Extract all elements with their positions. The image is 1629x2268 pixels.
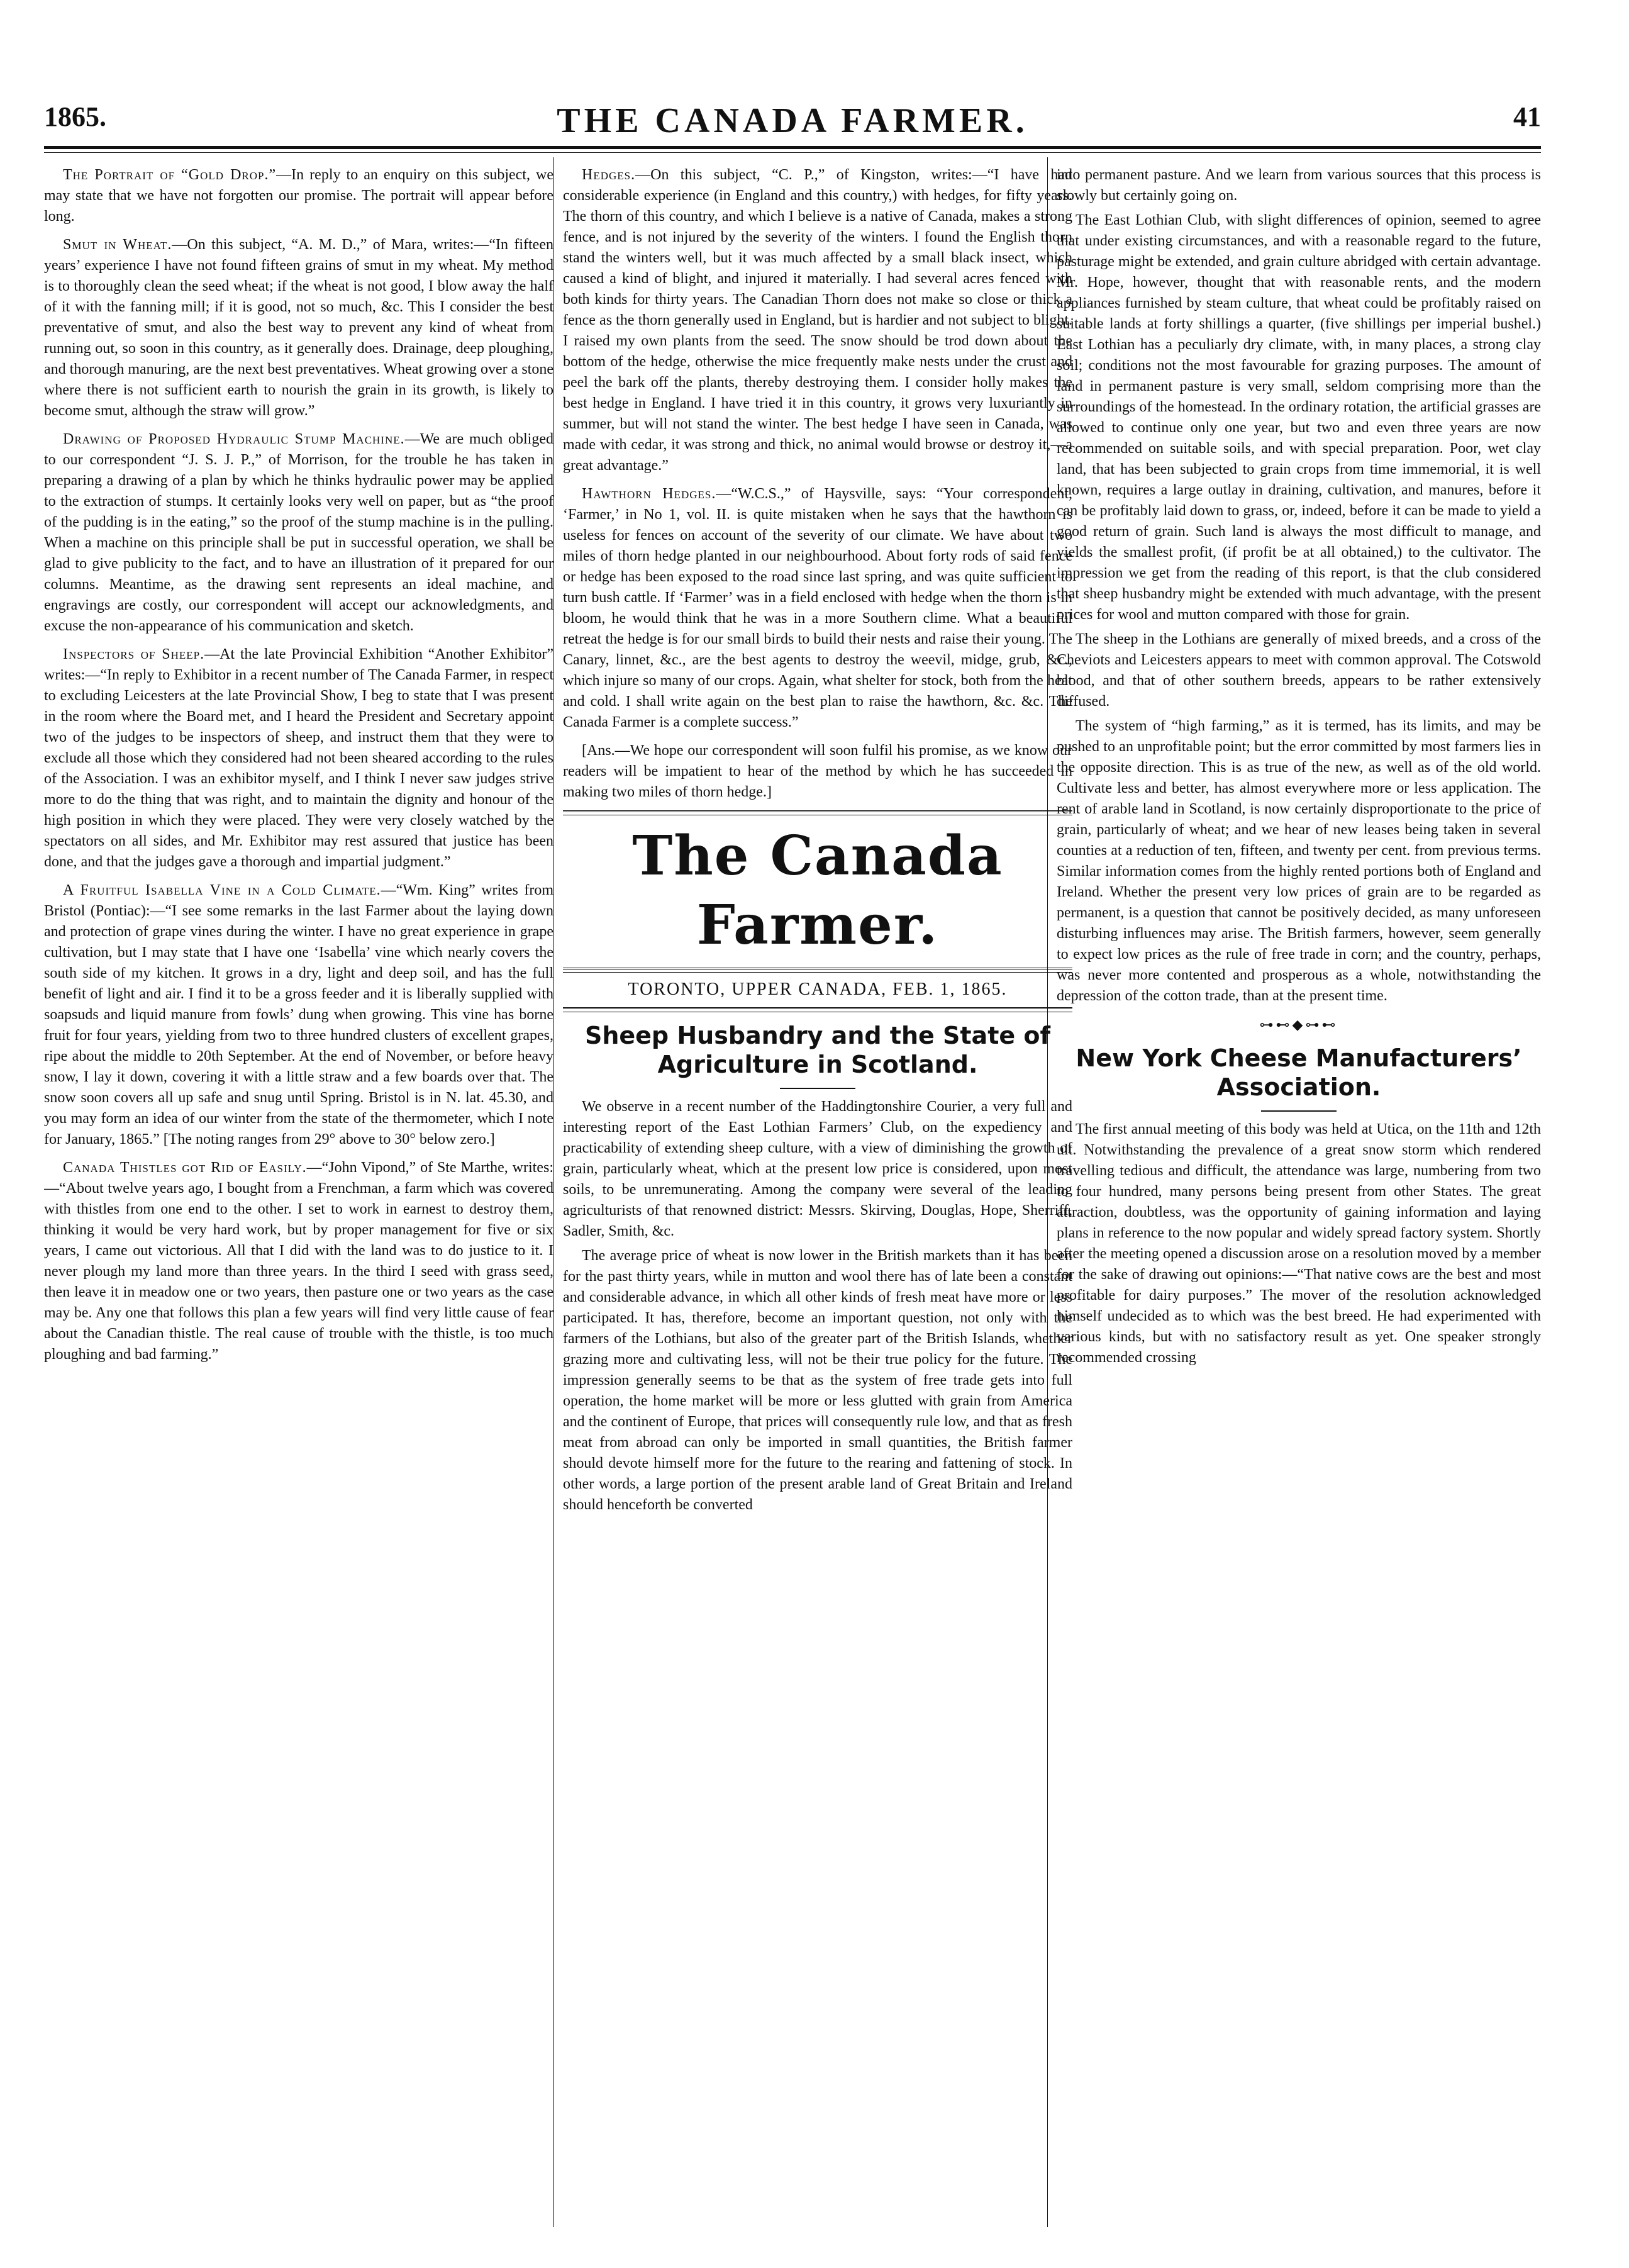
paragraph: into permanent pasture. And we learn from various sources that this process is slowly but certainly going on.	[1057, 167, 1541, 204]
ornament-divider: ⊶⊷◆⊶⊷	[1259, 1017, 1338, 1032]
masthead: The Canada Farmer.	[632, 824, 1003, 957]
article-head: A Fruitful Isabella Vine in a Cold Climate.	[63, 882, 381, 898]
article-head: Smut in Wheat.	[63, 237, 172, 253]
article-head: Drawing of Proposed Hydraulic Stump Machine.	[63, 431, 405, 447]
editor-answer: [Ans.—We hope our correspondent will soon fulfil his promise, as we know our readers will be impatient to hear of the method by which he has succeeded in making two miles of thorn hedge.]	[563, 742, 1072, 800]
article-head: Hawthorn Hedges.	[582, 486, 716, 502]
paragraph: We observe in a recent number of the Haddingtonshire Courier, a very full and interesting report of the East Lothian Farmers’ Club, on the expediency and practicability of extending sheep culture, with a view of diminishing the growth of grain, particularly wheat, which at the present low price is considered, upon most soils, to be unremunerating. Among the company were several of the leading agriculturists of that renowned district: Messrs. Skirving, Douglas, Hope, Sherriff, Sadler, Smith, &c.	[563, 1098, 1072, 1239]
paragraph: The system of “high farming,” as it is termed, has its limits, and may be pushed to an unprofitable point; but the error committed by most farmers lies in the opposite direction. This is as true of the new, as well as of the old world. Cultivate less and better, has almost everywhere more or less application. The rent of arable land in Scotland, is now certainly disproportionate to the price of grain, particularly of wheat; and we hear of new leases being taken in several counties at a reduction of ten, fifteen, and twenty per cent. from previous terms. Similar information comes from the highly rented portions both of England and Ireland. Whether the present very low prices of grain are to be regarded as permanent, is a question that cannot be positively decided, as many unforeseen disturbing influences may arise. The British farmers, however, seem generally to expect low prices as the rule of free trade in corn; and the country, perhaps, was never more contented and prosperous as a whole, notwithstanding the depression of the cotton trade, than at the present time.	[1057, 718, 1541, 1004]
article-body: —At the late Provincial Exhibition “Another Exhibitor” writes:—“In reply to Exhibitor in a recent number of The Canada Farmer, in respect to excluding Leicesters at the late Provincial Show, I beg to state that I was present in the room where the Board met, and I heard the President and Secretary appoint two of the judges to be inspectors of sheep, and instruct them that they were to exclude all those which they considered had not been sheared according to the rules of the Association. I was an exhibitor myself, and I think I never saw judges strive more to do the thing that was right, and to maintain the dignity and honour of the high position in which they were placed. They were very closely watched by the spectators on all sides, and Mr. Exhibitor may rest assured that justice has been done, and that the judges gave a thorough and impartial judgment.”	[44, 646, 553, 870]
dateline: TORONTO, UPPER CANADA, FEB. 1, 1865.	[628, 980, 1008, 999]
newspaper-title: THE CANADA FARMER.	[557, 101, 1028, 140]
article-head: Inspectors of Sheep.	[63, 646, 205, 662]
article-body: —“W.C.S.,” of Haysville, says: “Your correspondent, ‘Farmer,’ in No 1, vol. II. is quite mistaken when he says that the hawthorn is useless for fences on account of the severity of our climate. We have about two miles of thorn hedge planted in our neighbourhood. About forty rods of said fence or hedge has been exposed to the road since last spring, and was quite sufficient to turn bush cattle. If ‘Farmer’ was in a field enclosed with hedge when the thorn is in bloom, he would think that he was in a more Southern clime. What a beautiful retreat the hedge is for our small birds to build their nests and raise their young. The Canary, linnet, &c., are the best agents to destroy the weevil, midge, grub, &c., which injure so many of our crops. Again, what shelter for stock, both from the heat and cold. I shall write again on the best plan to raise the hawthorn, &c. &c. The Canada Farmer is a complete success.”	[563, 486, 1072, 730]
article-body: —On this subject, “A. M. D.,” of Mara, writes:—“In fifteen years’ experience I have not found fifteen grains of smut in my wheat. My method is to thoroughly clean the seed wheat; if the wheat is not good, I blow away the half of it with the fanning mill; if it is good, not so much, &c. This I consider the best preventative of smut, and also the best way to prevent any kind of wheat from running out, so soon in this country, as it generally does. Drainage, deep ploughing, and thorough manuring, are the next best preventatives. Wheat growing over a stone where there is not sufficient earth to nourish the grain in its growth, is likely to become smut, although the straw will grow.”	[44, 237, 553, 419]
section-short-rule	[1261, 1110, 1337, 1112]
header-year: 1865.	[44, 101, 106, 132]
article-head: Hedges.	[582, 167, 636, 183]
article-body: —In reply to an enquiry on this subject, we may state that we have not forgotten our promise. The portrait will appear before long.	[44, 167, 553, 225]
article-body: —“Wm. King” writes from Bristol (Pontiac):—“I see some remarks in the last Farmer about the laying down and protection of grape vines during the winter. I have no great experience in grape cultivation, but I may state that I have one ‘Isabella’ vine which nearly covers the south side of my kitchen. It grows in a dry, light and deep soil, and has the full benefit of light and air. I find it to be a gross feeder and it is liberally supplied with soapsuds and liquid manure from fowls’ dung when growing. This vine has borne fruit for four years, yielding from two to three hundred clusters of excellent grapes, ripe about the middle to 20th September. At the end of November, or before heavy snow, I lay it down, covering it with a little straw and a few boards over that. The snow soon covers all up safe and snug until Spring. Bristol is in N. lat. 45.30, and you may form an idea of our winter from the state of the thermometer, which I note for January, 1865.” [The noting ranges from 29° above to 30° below zero.]	[44, 882, 553, 1148]
article-body: —On this subject, “C. P.,” of Kingston, writes:—“I have had considerable experience (in England and this country,) with hedges, for fifty years. The thorn of this country, and which I believe is a native of Canada, makes a strong fence, and is not injured by the severity of the winters. I found the English thorn stand the winters well, but it was much affected by a small black insect, which caused a kind of blight, and injured it materially. I had several acres fenced with both kinds for thirty years. The Canadian Thorn does not make so close or thick a fence as the thorn generally used in England, but is hardier and not subject to blight. I raised my own plants from the seed. The snow should be trod down about the bottom of the hedge, otherwise the mice frequently make nests under the crust and peel the bark off the plants, thereby destroying them. I consider holly makes the best hedge in England. I have tried it in this country, it grows very luxuriantly in summer, but will not stand the winter. The best hedge I have seen in Canada, was made with cedar, it was strong and thick, no animal would browse or destroy it,—a great advantage.”	[563, 167, 1072, 474]
article-body: —We are much obliged to our correspondent “J. S. J. P.,” of Morrison, for the trouble he has taken in preparing a drawing of a plan by which he thinks hydraulic power may be applied to the extraction of stumps. It certainly looks very well on paper, but as “the proof of the pudding is in the eating,” so the proof of the stump machine is in the pulling. When a machine on this principle shall be put in successful operation, we shall be glad to give publicity to the fact, and to have an illustration of it prepared for our columns. Meantime, as the drawing sent represents an ideal machine, and engravings are costly, our correspondent will accept our acknowledgments, and excuse the non-appearance of his communication and sketch.	[44, 431, 553, 634]
header-rule	[44, 146, 1541, 149]
article-head: The Portrait of “Gold Drop.”	[63, 167, 277, 183]
article-canada-thistles	[44, 1158, 553, 1365]
article-body: —“John Vipond,” of Ste Marthe, writes:—“About twelve years ago, I bought from a Frenchman, a farm which was covered with thistles from one end to the other. I set to work in earnest to destroy them, thinking it would be very hard work, but by proper management for five or six years, I came out victorious. All that I did with the land was to do justice to it. I never plough my land more than three years. In the third I seed with grass seed, then leave it in meadow one or two years, then pasture one or two years as the case may be. Any one that follows this plan a few years will find very little cause of fear about the Canadian thistle. The real cause of trouble with the thistle, is too much ploughing and bad farming.”	[44, 1159, 553, 1363]
article-gold-drop	[44, 165, 553, 227]
masthead-rule-top	[563, 810, 1072, 815]
section-title-sheep-husbandry: Sheep Husbandry and the State of Agriculture in Scotland.	[584, 1022, 1051, 1078]
paragraph: The first annual meeting of this body was held at Utica, on the 11th and 12th ult. Notwithstanding the prevalence of a great snow storm which rendered travelling tedious and difficult, the attendance was large, numbering from two to four hundred, many persons being present from other States. The great attraction, doubtless, was the opportunity of gaining information and laying plans in reference to the now popular and widely spread factory system. Shortly after the meeting opened a discussion arose on a resolution moved by a member for the sake of drawing out opinions:—“That native cows are the best and most profitable for dairy purposes.” The mover of the resolution acknowledged himself undecided as to which was the best breed. He had experimented with various kinds, but with no satisfactory result as yet. One speaker strongly recommended crossing	[1057, 1121, 1541, 1366]
article-stump-machine	[44, 429, 553, 637]
paragraph: The average price of wheat is now lower in the British markets than it has been for the past thirty years, while in mutton and wool there has of late been a constant and considerable advance, in which all other kinds of fresh meat have more or less participated. It has, therefore, become an important question, not only with the farmers of the Lothians, but also of the greater part of the British Islands, whether grazing more and cultivating less, will not be their true policy for the future. The impression generally seems to be that as the system of free trade gets into full operation, the home market will be more or less glutted with grain from America and the continent of Europe, that prices will consequently rule low, and that as fresh meat from abroad can only be imported in small quantities, the British farmer should devote himself more for the future to the rearing and fattening of stock. In other words, a large portion of the present arable land of Great Britain and Ireland should henceforth be converted	[563, 1248, 1072, 1513]
paragraph: The East Lothian Club, with slight differences of opinion, seemed to agree that under existing circumstances, and with a reasonable regard to the future, pasturage might be extended, and grain culture abridged with certain advantage. Mr. Hope, however, thought that with reasonable rents, and the modern appliances furnished by steam culture, that wheat could be profitably raised on suitable lands at forty shillings a quarter, (five shillings per imperial bushel.) East Lothian has a peculiarly dry climate, with, in many places, a strong clay soil; conditions not the most favourable for grazing purposes. The amount of land in permanent pasture is very small, seldom comprising more than the surroundings of the homestead. In the ordinary rotation, the artificial grasses are allowed to continue only one year, but two and even three years are now recommended on suitable soils, and with special preparation. Poor, wet clay land, that has been subjected to grain crops from time immemorial, it is well known, requires a large outlay in draining, cultivation, and manures, before it can be profitably laid down to grass, or, indeed, before it can be made to yield a good return of grain. Such land is always the most difficult to manage, and yields the smallest profit, (if profit be at all obtained,) to the cultivator. The impression we get from the reading of this report, is that the club considered that sheep husbandry might be extended with much advantage, with the present prices for wool and mutton compared with those for grain.	[1057, 212, 1541, 623]
article-inspectors-sheep	[44, 644, 553, 873]
article-isabella-vine	[44, 880, 553, 1150]
masthead-rule-bottom	[563, 968, 1072, 973]
article-head: Canada Thistles got Rid of Easily.	[63, 1159, 307, 1176]
paragraph: The sheep in the Lothians are generally of mixed breeds, and a cross of the Cheviots and Leicesters appears to meet with common approval. The Cotswold blood, and that of other southern breeds, appears to be rather extensively diffused.	[1057, 631, 1541, 710]
dateline-rule	[563, 1007, 1072, 1012]
column-1	[44, 165, 553, 1373]
section-title-cheese-association: New York Cheese Manufacturers’ Association.	[1076, 1044, 1522, 1101]
column-2	[563, 165, 1072, 1519]
section-short-rule	[780, 1088, 855, 1089]
page-header	[44, 101, 1541, 151]
column-divider-1	[553, 157, 554, 2227]
column-3	[1057, 165, 1541, 1372]
header-rule-thin	[44, 152, 1541, 153]
article-hedges	[563, 165, 1072, 476]
page-number: 41	[1513, 101, 1541, 132]
article-smut-wheat	[44, 235, 553, 422]
article-hawthorn-hedges	[563, 484, 1072, 733]
